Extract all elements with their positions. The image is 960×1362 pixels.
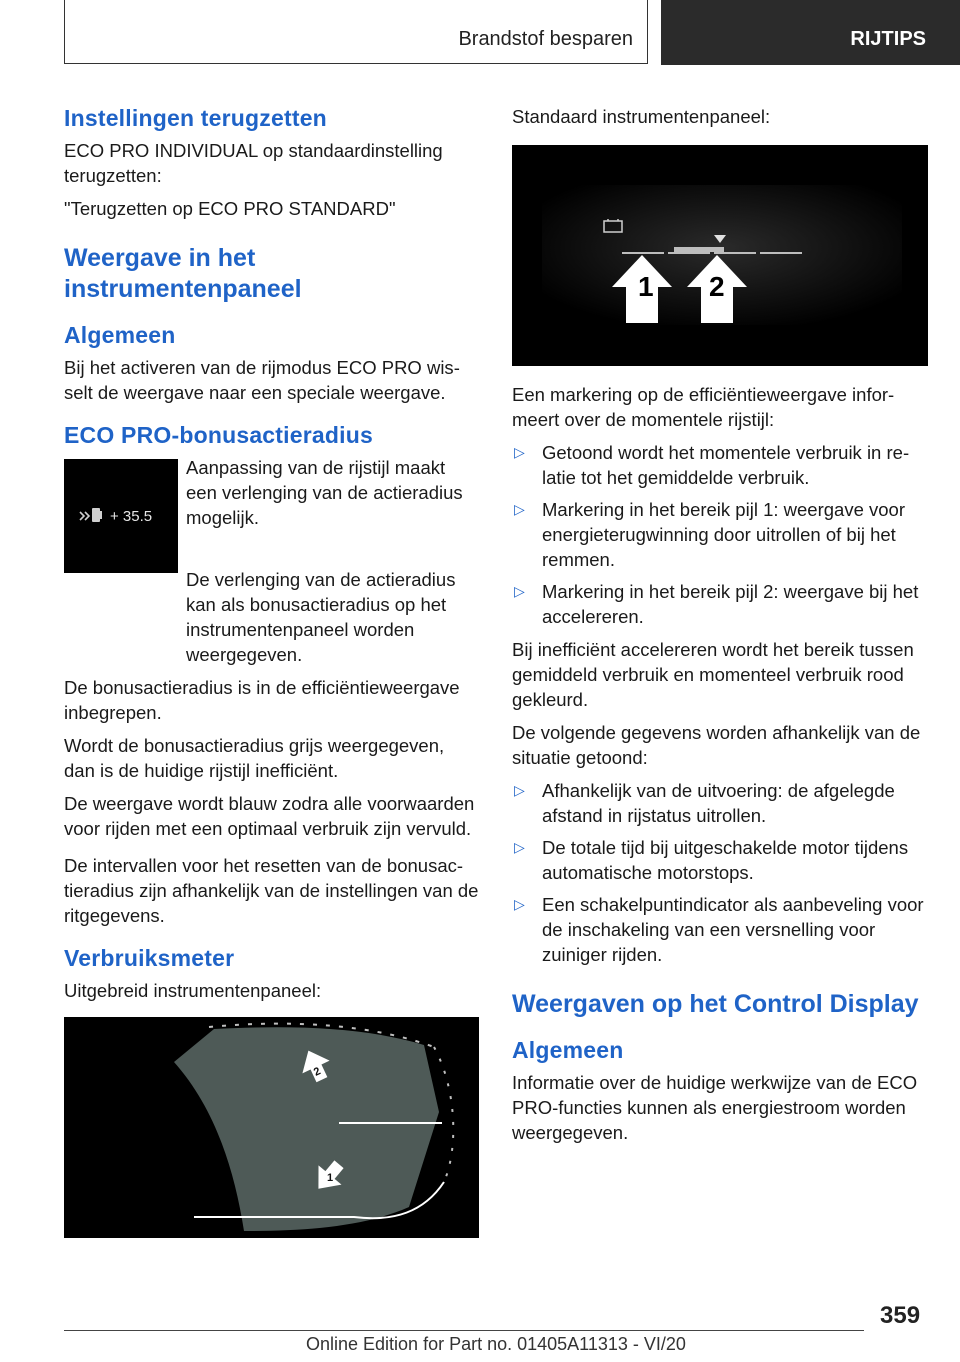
heading-consumption-meter: Verbruiksmeter [64,945,235,971]
paragraph-bonus-1: Aanpassing van de rijstijl maakt een verlenging van de actieradius mogelijk. [186,457,463,528]
list-item [512,440,928,490]
data-list [512,778,928,967]
paragraph-marker: Een markering op de efficiëntieweergave informeert over de momentele rijstijl: [512,384,895,430]
list-item-text: Getoond wordt het momentele verbruik in relatie tot het gemiddelde verbruik. [542,442,910,488]
list-item-text: Markering in het bereik pijl 2: weergave bij het accelereren. [542,581,919,627]
list-item-text: Een schakelpuntindicator als aanbeveling voor de inschakeling van een versnelling voor zuiniger rijden. [542,894,924,965]
list-item [512,497,928,572]
paragraph-reset-1: ECO PRO INDIVIDUAL op standaardinstelling terugzetten: [64,140,443,186]
list-item-text: Markering in het bereik pijl 1: weergave voor energieterugwinning door uitrollen of bij het remmen. [542,499,905,570]
fuel-pump-icon [92,508,102,522]
extended-efficiency-gauge [64,1017,479,1238]
list-item-text: Afhankelijk van de uitvoering: de afgelegde afstand in rijstatus uitrollen. [542,780,895,826]
paragraph-control: Informatie over de huidige werkwijze van de ECO PRO-functies kunnen als energiestroom worden weergegeven. [512,1072,918,1143]
triangle-bullet-icon: ▷ [514,583,525,599]
heading-display-instrument-panel: Weergave in het instrumentenpaneel [64,244,302,303]
list-item [512,835,928,885]
paragraph-inefficient: Bij inefficiënt accelereren wordt het bereik tussen gemiddeld verbruik en momenteel verbruik rood gekleurd. [512,639,914,710]
list-item [512,579,928,629]
paragraph-bonus-6: De intervallen voor het resetten van de bonusactieradius zijn afhankelijk van de instellingen van de ritgegevens. [64,855,479,926]
header-frame [64,0,648,64]
paragraph-bonus-5: De weergave wordt blauw zodra alle voorwaarden voor rijden met een optimaal verbruik zijn vervuld. [64,793,475,839]
triangle-bullet-icon: ▷ [514,444,525,460]
arrow-2-label: 2 [709,271,725,302]
standard-efficiency-display [512,145,928,366]
heading-control-display: Weergaven op het Control Display [512,990,919,1018]
bonus-range-display [64,459,178,573]
triangle-bullet-icon: ▷ [514,782,525,798]
paragraph-reset-2: "Terugzetten op ECO PRO STANDARD" [64,198,396,219]
footer-edition: Online Edition for Part no. 01405A11313 - VI/20 [306,1334,686,1354]
header-chapter-tab: RIJTIPS [661,0,960,65]
extended-instrument-figure [64,1017,479,1238]
paragraph-bonus-2-start [186,567,479,667]
heading-bonus-range: ECO PRO-bonusactieradius [64,422,373,448]
paragraph-meter: Uitgebreid instrumentenpaneel: [64,980,322,1001]
gauge-fill-area [174,1027,439,1231]
efficiency-bar [674,247,724,252]
header-section-title: Brandstof besparen [458,28,633,50]
paragraph-standard-panel: Standaard instrumentenpaneel: [512,106,771,127]
bonus-range-figure [64,459,178,573]
right-column [512,100,928,1153]
list-item-text: De totale tijd bij uitgeschakelde motor tijdens automatische motorstops. [542,837,909,883]
left-column [64,100,479,1238]
marker-list [512,440,928,629]
bonus-range-text [186,455,479,530]
chevrons-icon [80,512,89,520]
footer-divider [64,1330,864,1331]
arrow-1-label: 1 [327,1172,334,1184]
triangle-bullet-icon: ▷ [514,896,525,912]
triangle-bullet-icon: ▷ [514,501,525,517]
page-header [0,0,960,66]
bonus-range-block [64,455,479,571]
page-number: 359 [880,1302,921,1329]
arrow-2-label: 2 [311,1065,323,1079]
paragraph-general: Bij het activeren van de rijmodus ECO PRO wisselt de weergave naar een speciale weergave. [64,357,460,403]
arrow-1-label: 1 [638,271,654,302]
standard-instrument-figure [512,145,928,366]
paragraph-bonus-4: Wordt de bonusactieradius grijs weergegeven, dan is de huidige rijstijl inefficiënt. [64,735,445,781]
paragraph-bonus-2: De verlenging van de actieradius kan als bonusactieradius op het instrumentenpaneel worden weergegeven. [186,569,456,665]
list-item [512,778,928,828]
heading-reset-settings: Instellingen terugzetten [64,105,327,131]
heading-general-2: Algemeen [512,1037,624,1063]
list-item [512,892,928,967]
bonus-range-value: + 35.5 [110,508,153,525]
paragraph-data: De volgende gegevens worden afhankelijk van de situatie getoond: [512,722,921,768]
heading-general: Algemeen [64,322,176,348]
triangle-bullet-icon: ▷ [514,839,525,855]
paragraph-bonus-3: De bonusactieradius is in de efficiëntieweergave inbegrepen. [64,677,460,723]
